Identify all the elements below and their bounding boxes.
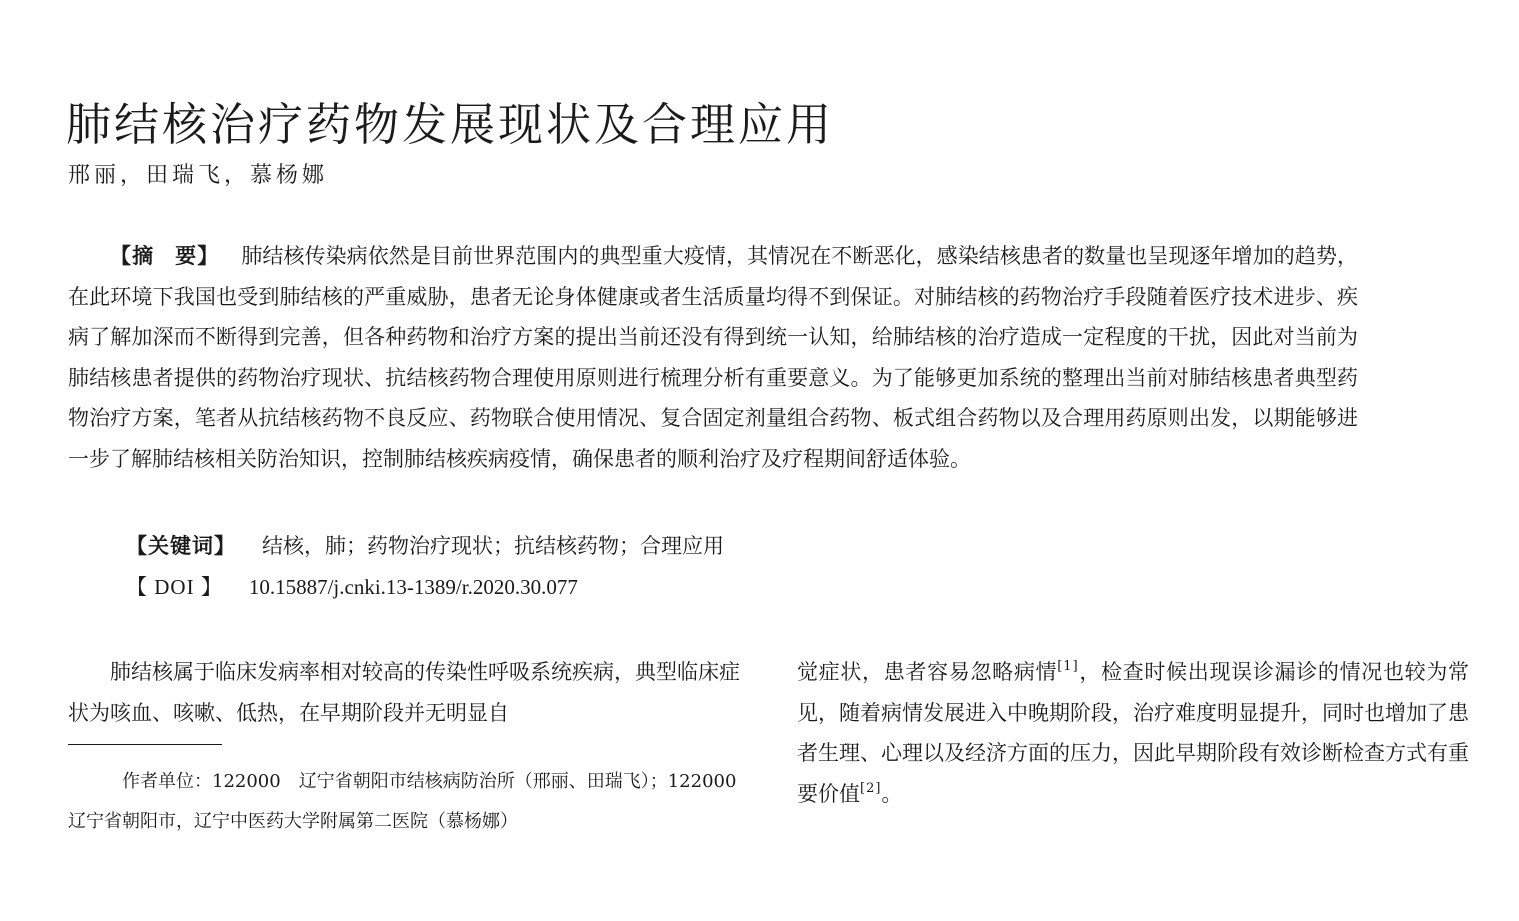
doi-line [126,571,578,601]
abstract-label-close: 】 [197,244,220,268]
article-title: 肺结核治疗药物发展现状及合理应用 [66,98,835,152]
body-right-text-3: 。 [881,781,903,806]
abstract-text: 肺结核传染病依然是目前世界范围内的典型重大疫情，其情况在不断恶化，感染结核患者的数量也呈现逐年增加的趋势，在此环境下我国也受到肺结核的严重威胁，患者无论身体健康或者生活质量均得不到保证。对肺结核的药物治疗手段随着医疗技术进步、疾病了解加深而不断得到完善，但各种药物和治疗方案的提出当前还没有得到统一认知，给肺结核的治疗造成一定程度的干扰，因此对当前为肺结核患者提供的药物治疗现状、抗结核药物合理使用原则进行梳理分析有重要意义。为了能够更加系统的整理出当前对肺结核患者典型药物治疗方案，笔者从抗结核药物不良反应、药物联合使用情况、复合固定剂量组合药物、板式组合药物以及合理用药原则出发，以期能够进一步了解肺结核相关防治知识，控制肺结核疾病疫情，确保患者的顺利治疗及疗程期间舒适体验。 [68,244,1359,471]
keywords-label: 【关键词】 [126,534,236,558]
keywords-line [126,530,724,560]
body-left-column [68,652,740,733]
doi-label: 【 DOI 】 [126,575,223,599]
abstract-paragraph [68,236,1358,479]
keywords-text: 结核，肺；药物治疗现状；抗结核药物；合理应用 [262,534,724,558]
body-right-text-2: ，检查时候出现误诊漏诊的情况也较为常见，随着病情发展进入中晚期阶段，治疗难度明显提升，同时也增加了患者生理、心理以及经济方面的压力，因此早期阶段有效诊断检查方式有重要价值 [797,660,1470,806]
citation-ref-1[interactable]: [1] [1057,659,1079,674]
author-list: 邢丽，田瑞飞，慕杨娜 [68,163,329,188]
body-left-paragraph: 肺结核属于临床发病率相对较高的传染性呼吸系统疾病，典型临床症状为咳血、咳嗽、低热，在早期阶段并无明显自 [68,660,740,725]
abstract-label-char-1: 摘 [132,244,176,268]
body-right-text-1: 觉症状，患者容易忽略病情 [797,660,1058,684]
abstract-label-open: 【 [110,244,133,268]
doi-text: 10.15887/j.cnki.13-1389/r.2020.30.077 [248,575,578,599]
author-affiliation-footnote: 作者单位：122000 辽宁省朝阳市结核病防治所（邢丽、田瑞飞）；122000 辽宁省朝阳市，辽宁中医药大学附属第二医院（慕杨娜） [68,771,755,832]
abstract-label-char-2: 要 [175,244,198,268]
footnote-divider [68,744,222,745]
abstract-label [110,244,219,268]
body-right-column [797,652,1469,814]
citation-ref-2[interactable]: [2] [860,780,882,796]
